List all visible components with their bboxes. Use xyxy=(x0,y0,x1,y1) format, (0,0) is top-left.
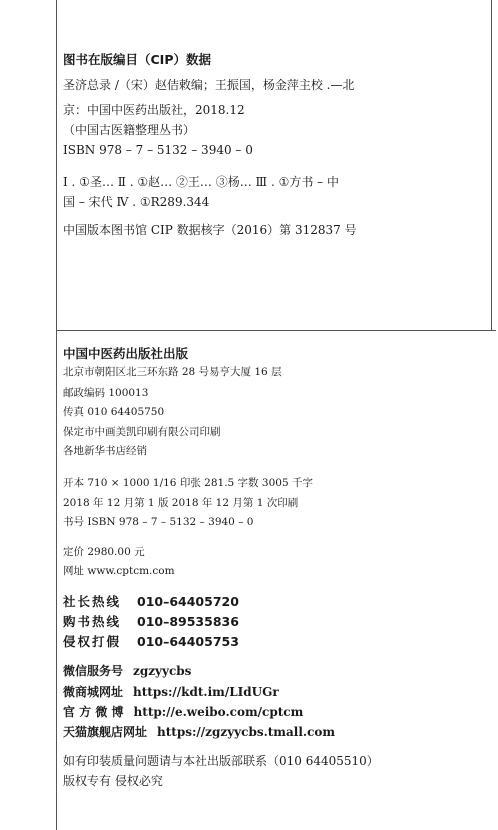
cip-line: （中国古医籍整理丛书） xyxy=(63,123,196,137)
online-label: 微商城网址 xyxy=(63,685,124,699)
printer: 保定市中画美凯印刷有限公司印刷 xyxy=(63,426,221,438)
left-border-line xyxy=(56,0,57,830)
hotline-row xyxy=(63,632,239,650)
hotline-label: 社长热线 xyxy=(63,594,122,609)
cip-heading: 图书在版编目（CIP）数据 xyxy=(63,52,211,67)
online-row xyxy=(63,683,279,700)
fax: 传真 010 64405750 xyxy=(63,406,165,418)
online-row xyxy=(63,723,335,740)
hotline-label: 购书热线 xyxy=(63,614,122,629)
book-number: 书号 ISBN 978 – 7 – 5132 – 3940 – 0 xyxy=(63,516,254,528)
publisher-name: 中国中医药出版社出版 xyxy=(63,346,189,361)
edition-info: 2018 年 12 月第 1 版 2018 年 12 月第 1 次印刷 xyxy=(63,497,299,509)
online-value: https://kdt.im/LIdUGr xyxy=(133,685,279,699)
online-label: 官 方 微 博 xyxy=(63,705,124,719)
section-divider xyxy=(56,330,496,331)
quality-notice: 如有印装质量问题请与本社出版部联系（010 64405510） xyxy=(63,754,379,768)
online-value: https://zgzyycbs.tmall.com xyxy=(157,725,336,739)
cip-record-number: 中国版本图书馆 CIP 数据核字（2016）第 312837 号 xyxy=(63,223,357,237)
price: 定价 2980.00 元 xyxy=(63,546,145,558)
online-row xyxy=(63,662,191,679)
hotline-number: 010–64405753 xyxy=(137,634,239,649)
hotline-number: 010–89535836 xyxy=(137,614,239,629)
rights-notice: 版权专有 侵权必究 xyxy=(63,774,163,788)
website: 网址 www.cptcm.com xyxy=(63,565,175,577)
hotline-row xyxy=(63,592,239,610)
publisher-address: 北京市朝阳区北三环东路 28 号易亨大厦 16 层 xyxy=(63,366,282,378)
hotline-number: 010–64405720 xyxy=(137,594,239,609)
hotline-row xyxy=(63,612,239,630)
cip-line: 圣济总录 /（宋）赵佶敕编；王振国，杨金萍主校 .—北 xyxy=(63,78,355,92)
online-value: zgzyycbs xyxy=(133,664,192,678)
postcode: 邮政编码 100013 xyxy=(63,387,149,399)
distributor: 各地新华书店经销 xyxy=(63,445,147,457)
cip-classification: Ⅰ . ①圣… Ⅱ . ①赵… ②王… ③杨… Ⅲ . ①方书 – 中 xyxy=(63,175,339,189)
cip-line: 京：中国中医药出版社，2018.12 xyxy=(63,103,245,117)
online-label: 天猫旗舰店网址 xyxy=(63,725,148,739)
cip-classification: 国 – 宋代 Ⅳ . ①R289.344 xyxy=(63,195,210,209)
format-specs: 开本 710 × 1000 1/16 印张 281.5 字数 3005 千字 xyxy=(63,477,313,489)
online-value: http://e.weibo.com/cptcm xyxy=(133,705,304,719)
cip-isbn: ISBN 978 – 7 – 5132 – 3940 – 0 xyxy=(63,143,253,157)
online-label: 微信服务号 xyxy=(63,664,124,678)
online-row xyxy=(63,703,303,720)
hotline-label: 侵权打假 xyxy=(63,634,122,649)
right-border-line xyxy=(491,0,492,330)
